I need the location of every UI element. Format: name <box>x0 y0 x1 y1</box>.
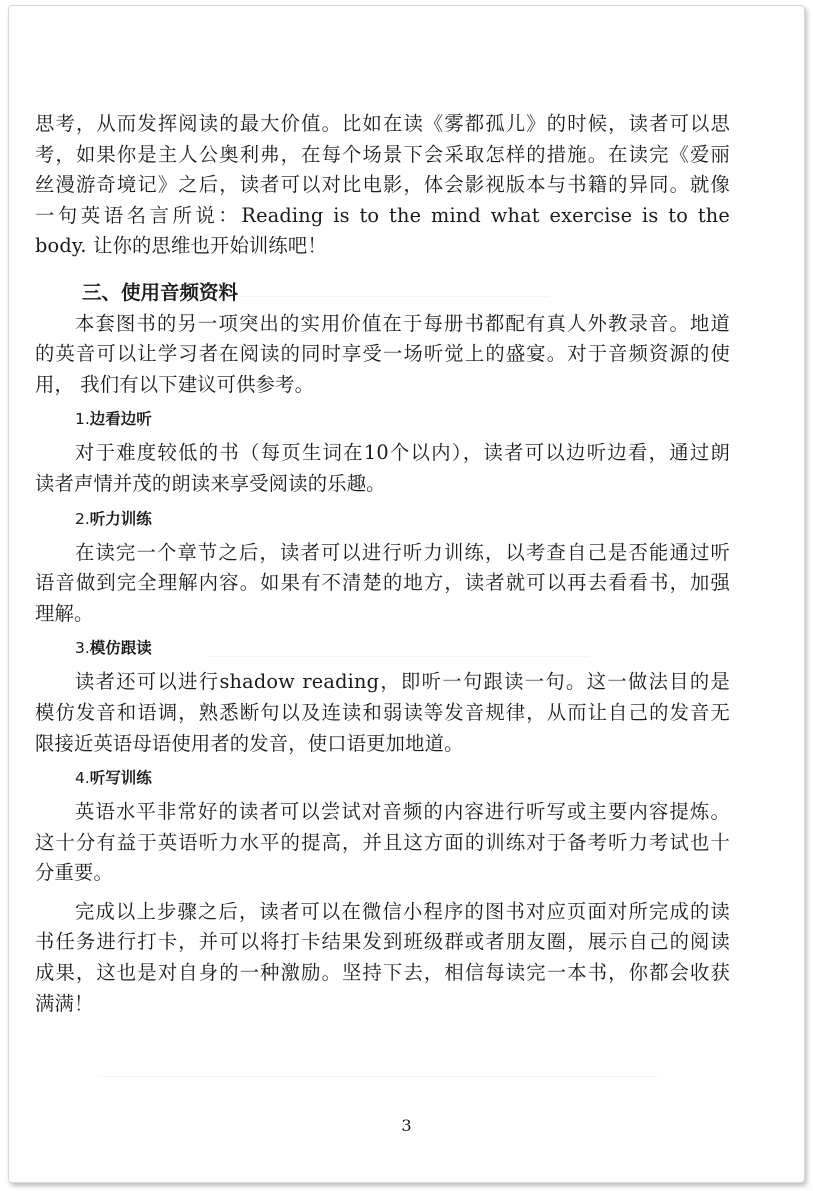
subheading-1 <box>35 406 730 432</box>
text-line: 读者还可以进行shadow reading，即听一句跟读一句。这一做法目的是 <box>75 670 730 694</box>
text-line: 对于难度较低的书（每页生词在10个以内），读者可以边听边看，通过朗 <box>75 441 730 465</box>
text-line: 这十分有益于英语听力水平的提高，并且这方面的训练对于备考听力考试也十 <box>35 830 730 854</box>
bleed-through-mark <box>99 1076 659 1077</box>
subheading-3 <box>35 635 730 661</box>
text-line: 限接近英语母语使用者的发音，使口语更加地道。 <box>35 731 464 755</box>
text-line: 成果，这也是对自身的一种激励。坚持下去，相信每读完一本书，你都会收获 <box>35 961 730 985</box>
item-4-paragraph <box>35 797 730 889</box>
text-line: 分重要。 <box>35 861 113 885</box>
intro-paragraph <box>35 109 730 262</box>
subheading-title: 听力训练 <box>89 509 152 528</box>
subheading-2 <box>35 506 730 532</box>
text-line: 英语水平非常好的读者可以尝试对音频的内容进行听写或主要内容提炼。 <box>75 800 730 824</box>
text-line: 读者声情并茂的朗读来享受阅读的乐趣。 <box>35 471 386 495</box>
text-line: 语音做到完全理解内容。如果有不清楚的地方，读者就可以再去看看书，加强 <box>35 571 730 595</box>
text-line: 考，如果你是主人公奥利弗，在每个场景下会采取怎样的措施。在读完《爱丽 <box>35 142 730 166</box>
text-line: 一句英语名言所说：Reading is to the mind what exercise is to the <box>35 203 730 227</box>
text-line: 本套图书的另一项突出的实用价值在于每册书都配有真人外教录音。地道 <box>75 311 730 335</box>
text-line: 用， 我们有以下建议可供参考。 <box>35 372 315 396</box>
item-2-paragraph <box>35 538 730 630</box>
subheading-number: 3. <box>75 639 90 658</box>
text-line: 的英音可以让学习者在阅读的同时享受一场听觉上的盛宴。对于音频资源的使 <box>35 342 730 366</box>
subheading-title: 边看边听 <box>89 410 152 429</box>
section-intro-paragraph <box>35 309 730 401</box>
document-page <box>8 5 805 1183</box>
text-line: 理解。 <box>35 601 94 625</box>
subheading-number: 4. <box>75 769 90 788</box>
text-line: 思考，从而发挥阅读的最大价值。比如在读《雾都孤儿》的时候，读者可以思 <box>35 112 730 135</box>
text-line: 丝漫游奇境记》之后，读者可以对比电影，体会影视版本与书籍的异同。就像 <box>35 173 730 197</box>
item-3-paragraph <box>35 667 730 759</box>
subheading-title: 模仿跟读 <box>89 639 152 658</box>
subheading-title: 听写训练 <box>89 769 152 788</box>
text-line: body. 让你的思维也开始训练吧！ <box>35 234 327 258</box>
subheading-4 <box>35 765 730 791</box>
closing-paragraph <box>35 897 730 1019</box>
text-line: 书任务进行打卡，并可以将打卡结果发到班级群或者朋友圈，展示自己的阅读 <box>35 930 730 954</box>
page-number: 3 <box>401 1116 412 1135</box>
text-line: 在读完一个章节之后，读者可以进行听力训练，以考查自己是否能通过听 <box>75 540 730 564</box>
text-line: 模仿发音和语调，熟悉断句以及连读和弱读等发音规律，从而让自己的发音无 <box>35 700 730 724</box>
text-line: 完成以上步骤之后，读者可以在微信小程序的图书对应页面对所完成的读 <box>75 899 730 923</box>
page-content <box>35 109 730 1019</box>
section-heading: 三、使用音频资料 <box>82 280 239 304</box>
subheading-number: 1. <box>75 410 90 429</box>
item-1-paragraph <box>35 438 730 499</box>
subheading-number: 2. <box>75 509 90 528</box>
text-line: 满满！ <box>35 991 94 1015</box>
